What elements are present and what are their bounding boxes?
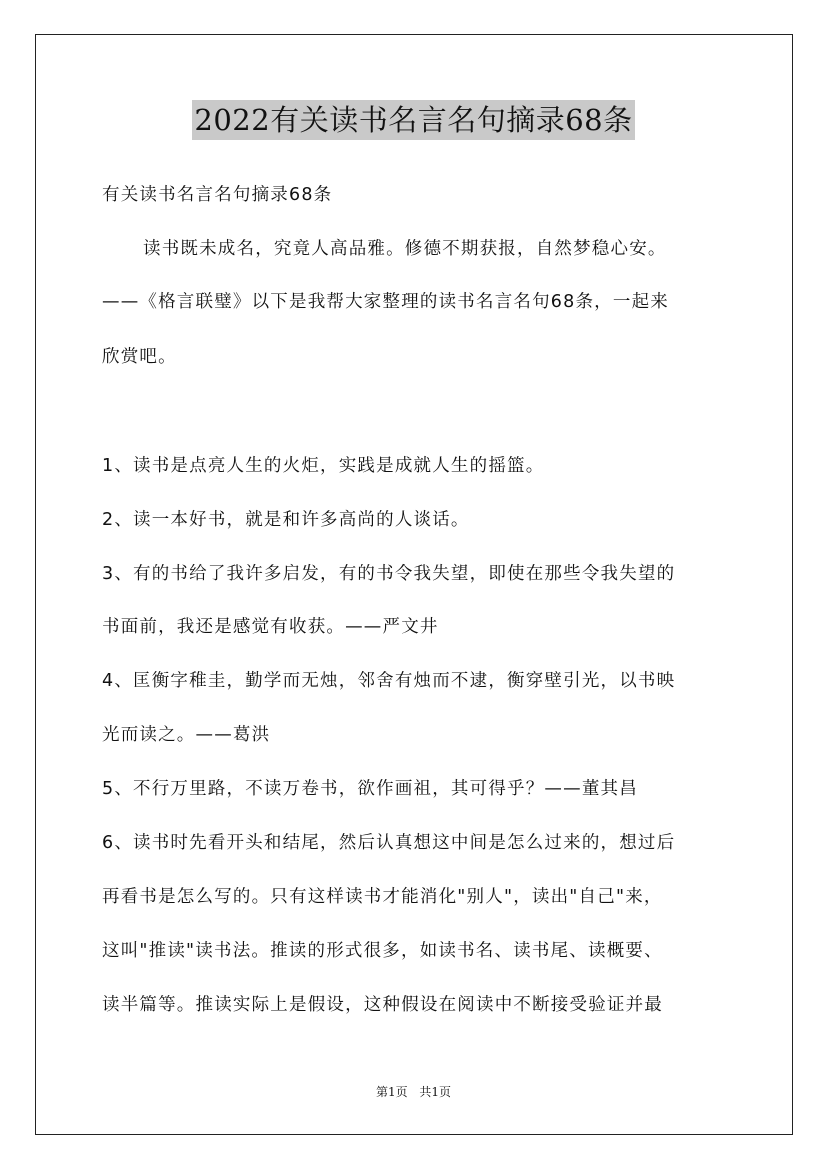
document-title: 2022有关读书名言名句摘录68条 — [192, 100, 634, 140]
quote-3-line-1: 3、有的书给了我许多启发，有的书令我失望，即使在那些令我失望的 — [102, 564, 676, 584]
quote-4-line-1: 4、匡衡字稚圭，勤学而无烛，邻舍有烛而不逮，衡穿壁引光，以书映 — [102, 671, 676, 691]
title-container — [0, 100, 827, 140]
quote-4-line-2: 光而读之。——葛洪 — [102, 725, 271, 745]
quote-6-line-2: 再看书是怎么写的。只有这样读书才能消化"别人"，读出"自己"来， — [102, 887, 663, 907]
intro-line-1: 读书既未成名，究竟人高品雅。修德不期获报，自然梦稳心安。 — [143, 239, 667, 259]
page-number: 第1页 — [375, 1085, 408, 1099]
quote-2: 2、读一本好书，就是和许多高尚的人谈话。 — [102, 510, 470, 530]
intro-line-2: ——《格言联璧》以下是我帮大家整理的读书名言名句68条，一起来 — [102, 292, 669, 312]
quote-3-line-2: 书面前，我还是感觉有收获。——严文井 — [102, 617, 439, 637]
page-total: 共1页 — [419, 1085, 452, 1099]
quote-5: 5、不行万里路，不读万卷书，欲作画祖，其可得乎？——董其昌 — [102, 779, 638, 799]
page-footer — [0, 1083, 827, 1100]
quote-1: 1、读书是点亮人生的火炬，实践是成就人生的摇篮。 — [102, 456, 545, 476]
subtitle: 有关读书名言名句摘录68条 — [102, 185, 333, 205]
quote-6-line-1: 6、读书时先看开头和结尾，然后认真想这中间是怎么过来的，想过后 — [102, 833, 676, 853]
intro-line-3: 欣赏吧。 — [102, 347, 177, 367]
quote-6-line-4: 读半篇等。推读实际上是假设，这种假设在阅读中不断接受验证并最 — [102, 995, 663, 1015]
quote-6-line-3: 这叫"推读"读书法。推读的形式很多，如读书名、读书尾、读概要、 — [102, 941, 663, 961]
